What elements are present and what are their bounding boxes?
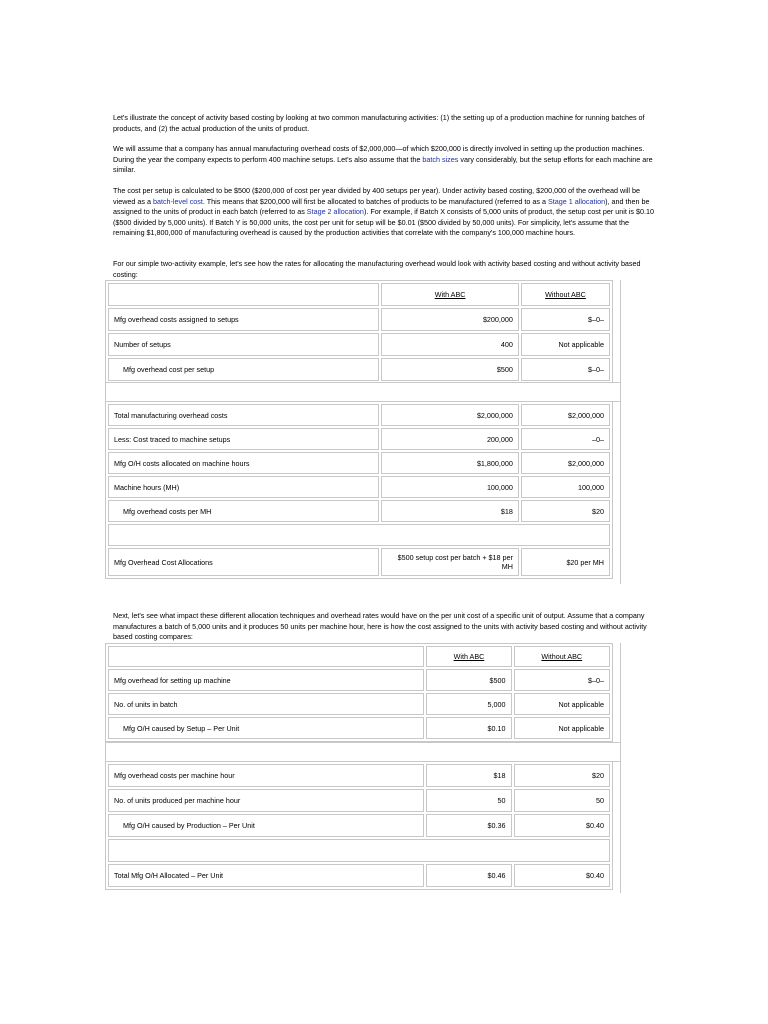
- table1-group2: [105, 401, 613, 579]
- row-value-abc: $18: [381, 500, 519, 522]
- table1-spacer-row: [105, 382, 621, 402]
- row-value-noabc: $0.40: [514, 814, 611, 837]
- table-row: [108, 764, 610, 787]
- table2-spacer-row: [105, 742, 621, 762]
- table-row: [108, 548, 610, 576]
- row-value-noabc: $20: [514, 764, 611, 787]
- table-row: [108, 308, 610, 331]
- row-label: Less: Cost traced to machine setups: [108, 428, 379, 450]
- row-value-noabc: 100,000: [521, 476, 610, 498]
- table-row: [108, 693, 610, 715]
- table1-header-with-abc: With ABC: [381, 283, 519, 306]
- table2-header-row: [108, 646, 610, 667]
- row-value-abc: $500: [381, 358, 519, 381]
- row-value-abc: 100,000: [381, 476, 519, 498]
- row-value-noabc: Not applicable: [521, 333, 610, 356]
- intro-paragraph-4: For our simple two-activity example, let's see how the rates for allocating the manufacturing overhead would look with activity based costing and without activity based costing:: [113, 259, 641, 279]
- table2-header-with-abc: With ABC: [426, 646, 511, 667]
- row-value-noabc: Not applicable: [514, 693, 611, 715]
- row-value-noabc: $20: [521, 500, 610, 522]
- row-label: Mfg O/H caused by Production – Per Unit: [108, 814, 424, 837]
- table2-header-blank: [108, 646, 424, 667]
- row-value-noabc: $2,000,000: [521, 452, 610, 474]
- row-label: Mfg overhead cost per setup: [108, 358, 379, 381]
- p2-text-a: We will assume that a company has annual manufacturing overhead costs of $2,000,000—of which $200,000 is directly involved in setting up the production machines. During the year the company expects to perform 400 machine setups. Let's also assume that the: [113, 144, 645, 164]
- intro-paragraph-1: Let's illustrate the concept of activity based costing by looking at two common manufacturing activities: (1) the setting up of a production machine for running batches of products, and (2) the actual production of the units of product.: [113, 113, 645, 133]
- row-label: Mfg overhead costs assigned to setups: [108, 308, 379, 331]
- row-value-noabc: $–0–: [514, 669, 611, 691]
- row-label: Total manufacturing overhead costs: [108, 404, 379, 426]
- table2-right-border: [620, 643, 621, 893]
- row-label: Mfg O/H caused by Setup – Per Unit: [108, 717, 424, 739]
- row-value-abc: $200,000: [381, 308, 519, 331]
- row-value-noabc: Not applicable: [514, 717, 611, 739]
- row-value-abc: $1,800,000: [381, 452, 519, 474]
- row-label: Mfg overhead for setting up machine: [108, 669, 424, 691]
- batch-level-cost-link[interactable]: batch-level cost: [152, 196, 203, 206]
- row-label: Total Mfg O/H Allocated – Per Unit: [108, 864, 424, 887]
- row-value-abc: 50: [426, 789, 511, 812]
- table1-blank-row: [108, 524, 610, 546]
- row-value-noabc: 50: [514, 789, 611, 812]
- p2-text-b: vary considerably, but the setup efforts for each machine are similar.: [113, 154, 653, 175]
- row-label: No. of units in batch: [108, 693, 424, 715]
- blank-cell: [108, 524, 610, 546]
- blank-cell: [108, 839, 610, 862]
- table-row: [108, 789, 610, 812]
- table-row: [108, 717, 610, 739]
- row-value-noabc: –0–: [521, 428, 610, 450]
- p3-text-b: . This means that $200,000 will first be allocated to batches of products to be manufactured (referred to as a: [202, 196, 548, 206]
- row-value-abc: $18: [426, 764, 511, 787]
- row-value-noabc: $–0–: [521, 308, 610, 331]
- row-label: Mfg overhead costs per MH: [108, 500, 379, 522]
- table-row: [108, 333, 610, 356]
- row-label: Mfg O/H costs allocated on machine hours: [108, 452, 379, 474]
- row-value-abc: 200,000: [381, 428, 519, 450]
- row-value-abc: $2,000,000: [381, 404, 519, 426]
- row-value-abc: 400: [381, 333, 519, 356]
- batch-sizes-link[interactable]: batch sizes: [422, 154, 459, 164]
- table-row: [108, 452, 610, 474]
- row-value-noabc: $0.40: [514, 864, 611, 887]
- table-row: [108, 500, 610, 522]
- p3-text-c: ), and then be assigned to the units of product in each batch (referred to as: [113, 196, 650, 217]
- table1-header-blank: [108, 283, 379, 306]
- table1-right-border: [620, 280, 621, 584]
- table2-group2: [105, 761, 613, 890]
- middle-paragraph: Next, let's see what impact these different allocation techniques and overhead rates would have on the per unit cost of a specific unit of output. Assume that a company manufactures a batch of 5,000 units and it produces 50 units per machine hour, here is how the cost assigned to the units with activity based costing and without activity based costing compares:: [113, 611, 647, 642]
- row-label: No. of units produced per machine hour: [108, 789, 424, 812]
- intro-paragraph-3: [113, 186, 658, 239]
- p3-text-d: ). For example, if Batch X consists of 5,000 units of product, the setup cost per unit is $0.10 ($500 divided by 5,000 units). If Batch Y is 50,000 units, the cost per unit for setup will be $0.01 ($500 divided by 50,000 units). For simplicity, let's assume that the remaining $1,800,000 of manufacturing overhead is caused by the production activities that correlate with the company's 100,000 machine hours.: [113, 207, 654, 238]
- table1-header-without-abc: Without ABC: [521, 283, 610, 306]
- table1-group1: [105, 280, 613, 384]
- row-value-abc: $0.46: [426, 864, 511, 887]
- stage-1-allocation-link[interactable]: Stage 1 allocation: [547, 196, 606, 206]
- table-row: [108, 428, 610, 450]
- table-row: [108, 404, 610, 426]
- table-row: [108, 358, 610, 381]
- table1-header-row: [108, 283, 610, 306]
- row-label: Mfg Overhead Cost Allocations: [108, 548, 379, 576]
- p3-text-a: The cost per setup is calculated to be $500 ($200,000 of cost per year divided by 400 setups per year). Under activity based costing, $200,000 of the overhead will be viewed as a: [113, 186, 641, 206]
- row-value-abc: $0.36: [426, 814, 511, 837]
- table-row: [108, 669, 610, 691]
- table-row: [108, 864, 610, 887]
- row-value-noabc: $20 per MH: [521, 548, 610, 576]
- row-value-abc: $0.10: [426, 717, 511, 739]
- row-value-noabc: $2,000,000: [521, 404, 610, 426]
- table-row: [108, 476, 610, 498]
- row-label: Mfg overhead costs per machine hour: [108, 764, 424, 787]
- table2-group1: [105, 643, 613, 742]
- row-label: Number of setups: [108, 333, 379, 356]
- stage-2-allocation-link[interactable]: Stage 2 allocation: [306, 207, 364, 217]
- row-value-abc: $500: [426, 669, 511, 691]
- row-value-abc: 5,000: [426, 693, 511, 715]
- row-value-noabc: $–0–: [521, 358, 610, 381]
- table2-blank-row: [108, 839, 610, 862]
- table2-header-without-abc: Without ABC: [514, 646, 611, 667]
- table-row: [108, 814, 610, 837]
- row-label: Machine hours (MH): [108, 476, 379, 498]
- row-value-abc: $500 setup cost per batch + $18 per MH: [381, 548, 519, 576]
- intro-paragraph-2: [113, 144, 658, 176]
